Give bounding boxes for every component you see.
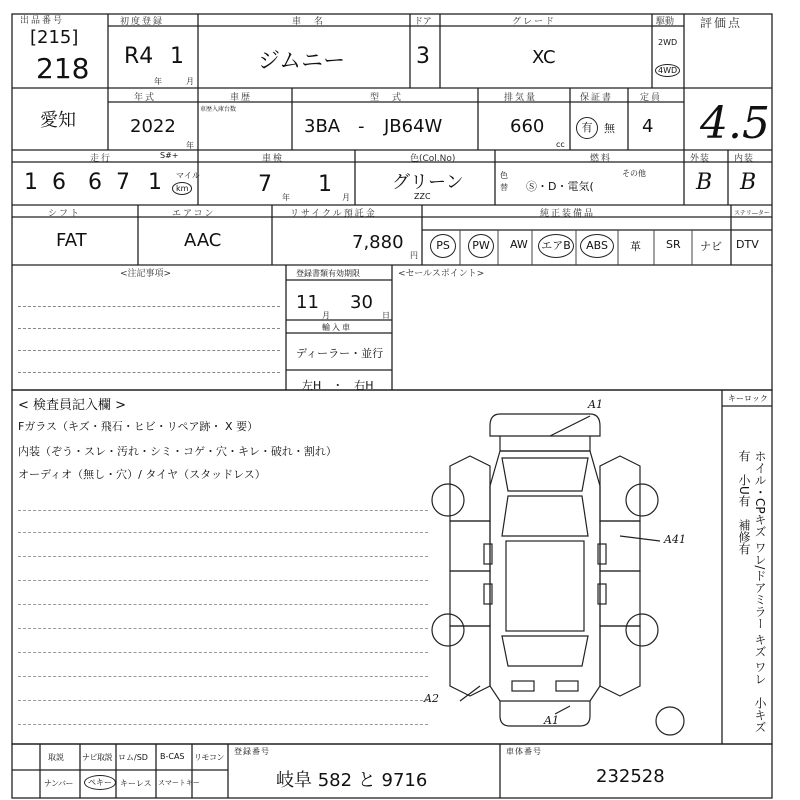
door-label: ドア	[414, 17, 432, 27]
first-reg-label: 初度登録	[120, 17, 165, 27]
drive-4wd-circled: 4WD	[655, 64, 680, 77]
displacement-label: 排気量	[504, 93, 538, 103]
equip-ps-circled: PS	[430, 234, 456, 258]
sales-point-label: <セールスポイント>	[398, 269, 485, 279]
inspector-label: < 検査員記入欄 >	[18, 398, 127, 413]
chassis-note: 車歴入庫台数	[200, 106, 237, 113]
mileage-digits	[24, 170, 164, 198]
mileage-digit: 7	[116, 170, 130, 195]
equip-sr: SR	[666, 238, 681, 251]
car-name: ジムニー	[258, 49, 346, 74]
expiry-day-unit: 日	[382, 311, 390, 320]
equip-airbag-circled: エアB	[538, 234, 574, 258]
mark-right: A41	[664, 533, 686, 546]
key-lock-label: キーロック	[728, 394, 768, 403]
doors: 3	[416, 44, 430, 69]
mileage-digit: 6	[52, 170, 66, 195]
warranty-no: 無	[604, 122, 615, 135]
memo-label: <注記事項>	[120, 269, 172, 279]
lot-label: 出品番号	[20, 16, 65, 26]
model-code: JB64W	[384, 116, 443, 137]
model-prefix: 3BA	[304, 116, 341, 137]
equip-abs-circled: ABS	[580, 234, 614, 258]
inspection-month: 1	[318, 172, 332, 197]
chassis-number: 232528	[596, 766, 665, 787]
inspector-line-audio-tire: オーディオ（無し・穴）/ タイヤ（スタッドレス）	[18, 468, 266, 481]
drive-2wd: 2WD	[658, 38, 678, 47]
meter-label: S#+	[160, 151, 179, 160]
score: 4.5	[700, 98, 770, 149]
capacity-label: 定員	[640, 93, 663, 103]
aircon: AAC	[184, 230, 222, 251]
chassis-label: 車歴	[230, 93, 253, 103]
plate-number: 岐阜 582 と 9716	[276, 770, 428, 791]
first-reg-year: 1	[170, 44, 184, 69]
color-code: ZZC	[414, 192, 431, 201]
warranty-yes-circled: 有	[576, 117, 598, 139]
grade-label: グレード	[512, 17, 557, 27]
inspector-line-interior: 内装（ぞう・スレ・汚れ・シミ・コゲ・穴・キレ・破れ・割れ）	[18, 445, 337, 458]
mark-rear-left: A2	[424, 692, 439, 705]
handle-side: 左H ・ 右H	[302, 379, 374, 392]
footer-item: ロム/SD	[118, 753, 148, 762]
inspection-label: 車検	[262, 154, 285, 164]
mark-rear: A1	[544, 714, 559, 727]
expiry-month-unit: 月	[322, 311, 330, 320]
equip-pw-circled: PW	[468, 234, 494, 258]
warranty-label: 保証書	[580, 93, 614, 103]
mileage-digit: 6	[88, 170, 102, 195]
inspection-year: 7	[258, 172, 272, 197]
car-diagram	[420, 396, 720, 741]
score-label: 評価点	[700, 16, 743, 30]
model-dash: -	[358, 116, 365, 137]
mileage-digit: 1	[148, 170, 162, 195]
footer-item: ナビ取説	[82, 753, 112, 762]
yen-unit: 円	[410, 251, 418, 260]
lot-number: 218	[36, 52, 90, 85]
model-year-label: 年式	[134, 93, 157, 103]
footer-item: B-CAS	[160, 752, 185, 761]
model-year-unit: 年	[186, 141, 194, 150]
footer-item: キーレス	[120, 779, 152, 788]
import-type: ディーラー・並行	[296, 347, 384, 360]
fuel-other: その他	[622, 169, 646, 178]
shift: FAT	[56, 230, 87, 251]
inspection-year-unit: 年	[282, 193, 290, 202]
footer-item-circled: ペキー	[84, 775, 116, 790]
expiry-day: 30	[350, 292, 373, 313]
cc-unit: cc	[556, 140, 565, 149]
model-label: 型 式	[370, 93, 404, 103]
mileage-unit-mile: マイル	[176, 171, 200, 180]
car-name-label: 車 名	[292, 17, 326, 27]
recycle-label: リサイクル預託金	[290, 209, 377, 219]
mark-front: A1	[588, 398, 603, 411]
fuel-label: 燃料	[590, 154, 613, 164]
model-year: 2022	[130, 116, 176, 137]
footer-item: リモコン	[194, 753, 224, 762]
mileage-label: 走行	[90, 154, 113, 164]
lot-prefix: [215]	[30, 27, 79, 48]
grade: XC	[532, 47, 556, 68]
year-unit: 年	[154, 77, 162, 86]
color: グリーン	[392, 172, 464, 193]
interior-grade: B	[740, 170, 757, 195]
side-note: ホイル・CPキズ ワレ/ドアミラー キズ ワレ 小キズ有 小U有 補修有	[737, 450, 767, 734]
steering-label: ステリ―ター	[734, 210, 770, 217]
exterior-grade: B	[696, 170, 713, 195]
expiry-label: 登録書類有効期限	[296, 269, 360, 278]
footer-item: スマートキー	[158, 779, 200, 787]
displacement: 660	[510, 116, 545, 137]
fuel-options: Ⓢ・D・電気(	[526, 180, 594, 193]
recycle-fee: 7,880	[352, 232, 404, 253]
mileage-digit: 1	[24, 170, 38, 195]
shift-label: シフト	[48, 209, 82, 219]
equip-leather: 革	[630, 240, 641, 253]
color-change: 色替	[500, 171, 508, 192]
inspection-month-unit: 月	[342, 193, 350, 202]
interior-label: 内装	[734, 154, 755, 164]
month-unit: 月	[186, 77, 194, 86]
color-label: 色(Col.No)	[410, 154, 456, 164]
capacity: 4	[642, 116, 654, 137]
equip-dtv: DTV	[736, 238, 759, 251]
plate-label: 登録番号	[234, 747, 270, 756]
equip-aw: AW	[510, 238, 528, 251]
expiry-month: 11	[296, 292, 319, 313]
import-label: 輸入車	[322, 323, 352, 332]
prefecture: 愛知	[40, 110, 76, 131]
footer-item: ナンバー	[44, 779, 74, 788]
footer-item: 取説	[48, 753, 64, 762]
mileage-unit-km-circled: km	[172, 182, 192, 195]
first-reg-era: R4	[124, 44, 154, 69]
exterior-label: 外装	[690, 154, 711, 164]
inspector-line-windshield: Fガラス（キズ・飛石・ヒビ・リペア跡・ X 要）	[18, 420, 259, 433]
equipment-label: 純正装備品	[540, 209, 596, 219]
equip-navi: ナビ	[700, 240, 722, 253]
drive-label: 駆動	[656, 17, 675, 27]
aircon-label: エアコン	[172, 209, 216, 219]
chassis-number-label: 車体番号	[506, 747, 542, 756]
